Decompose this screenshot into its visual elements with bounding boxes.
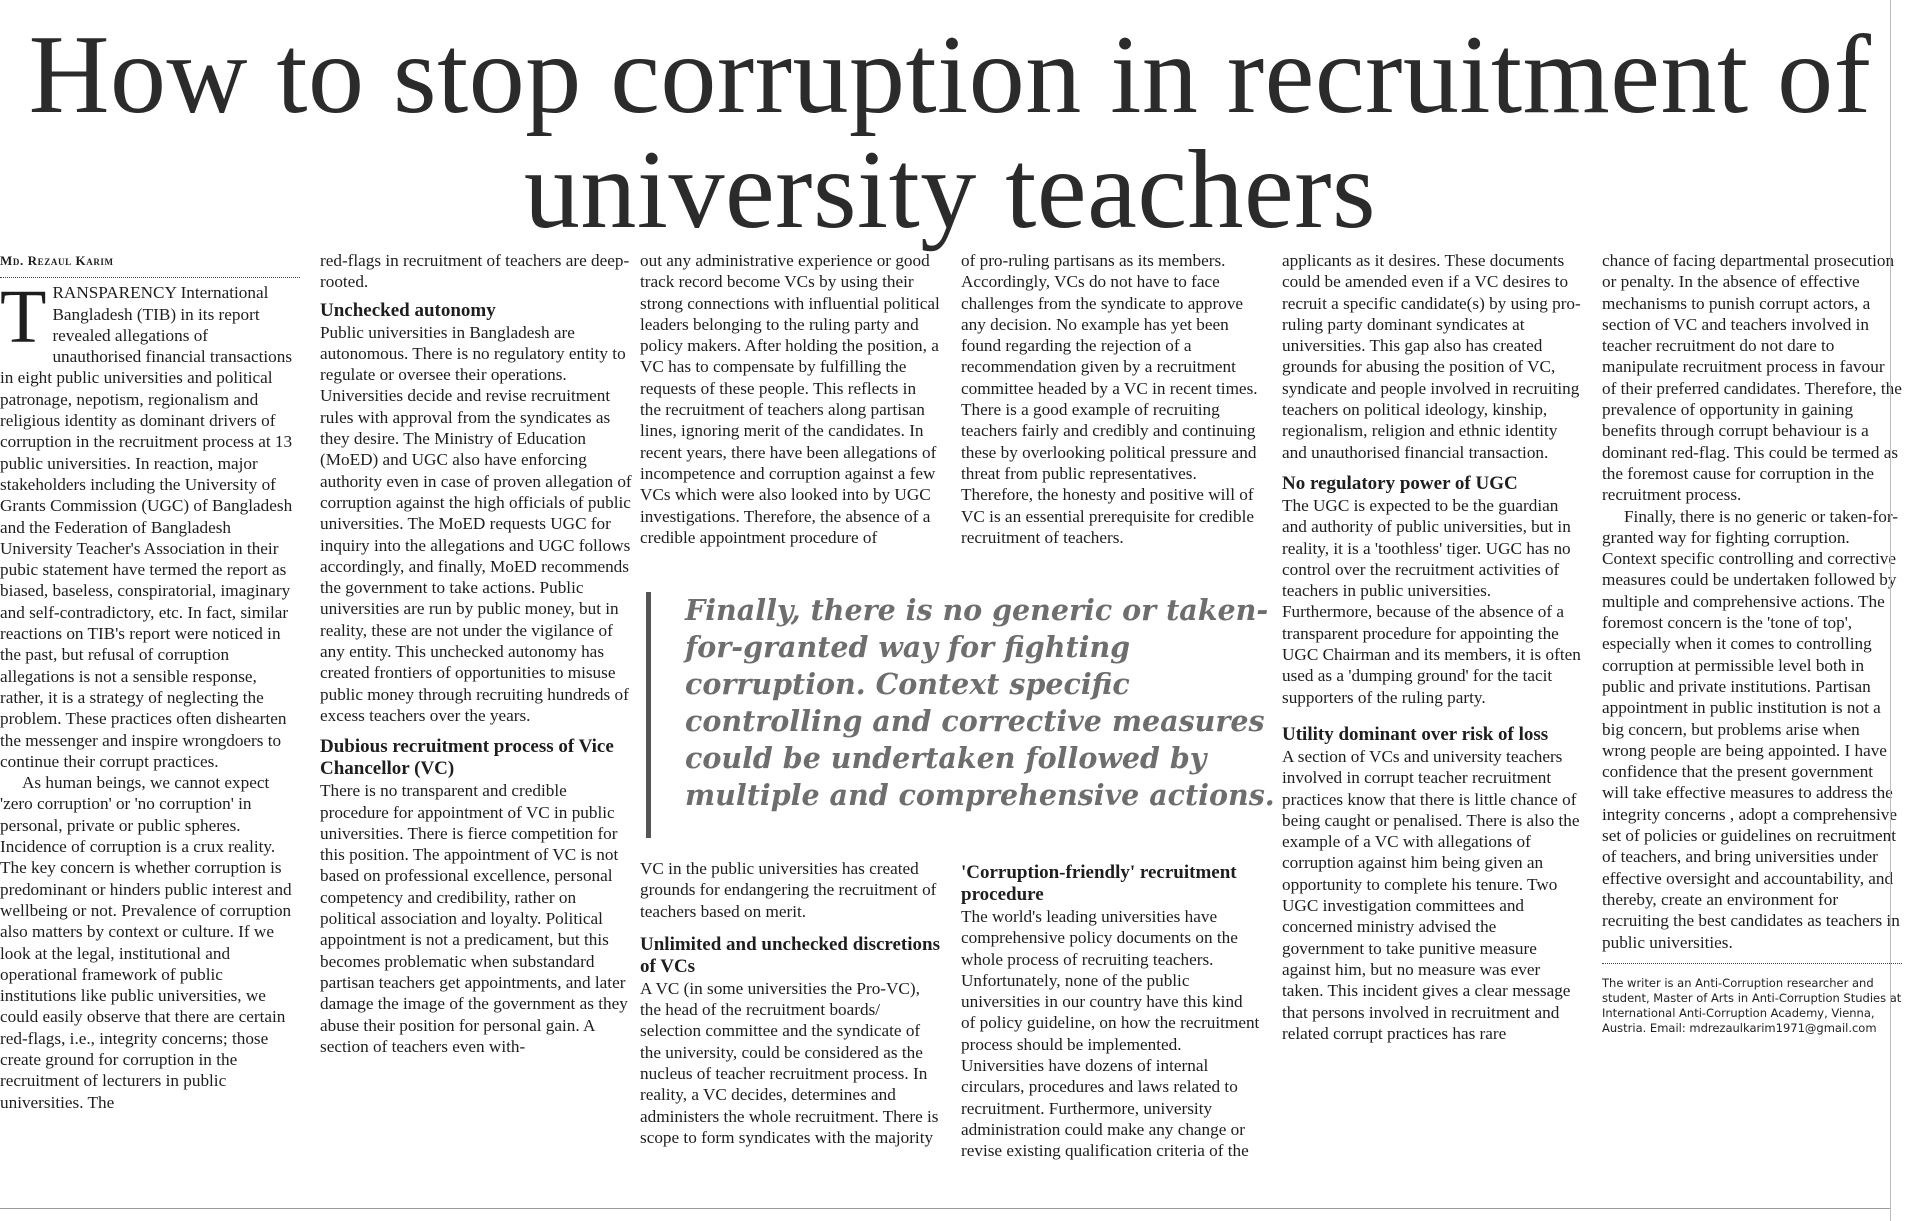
- section-heading: Unchecked autonomy: [320, 299, 496, 321]
- byline: Md. Rezaul Karim: [0, 250, 300, 278]
- article-paragraph: out any administrative experience or good track record become VCs by using their strong connections with influential political leaders belonging to the ruling party and policy makers. After holding the position, a VC has to compensate by fulfilling the requests of these people. This reflects in the recruitment of teachers along partisan lines, ignoring merit of the candidates. In recent years, there have been allegations of incompetence and corruption against a few VCs which were also looked into by UGC investigations. Therefore, the absence of a credible appointment procedure of: [640, 251, 940, 547]
- bottom-rule: [0, 1208, 1890, 1209]
- article-paragraph: Finally, there is no generic or taken-for-granted way for fighting corruption. Context specific controlling and corrective measures could be undertaken followed by multiple and comprehensive actions. The foremost concern is the 'tone of top', especially when it comes to controlling corruption at permissible level both in public and private institutions. Partisan appointment in public institution is not a big concern, but problems arise when wrong people are being appointed. I have confidence that the present government will take effective measures to address the integrity concerns , adopt a comprehensive set of policies or guidelines on recruitment of teachers, and bring universities under effective oversight and accountability, and thereby, create an environment for recruiting the best candidates as teachers in public universities.: [1602, 506, 1900, 952]
- column-6: [1602, 250, 1902, 1036]
- article-paragraph: There is no transparent and credible procedure for appointment of VC in public universities. There is fierce competition for this position. The appointment of VC is not based on professional excellence, personal competency and credibility, rather on political association and loyalty. Political appointment is not a predicament, but this becomes problematic when substandard partisan teachers get appointments, and later damage the image of the government as they abuse their position for personal gain. A section of teachers even with-: [320, 781, 628, 1056]
- article-paragraph: VC in the public universities has created grounds for endangering the recruitment of teachers based on merit.: [640, 859, 937, 921]
- column-4-lower: [961, 858, 1261, 1162]
- column-4: [961, 250, 1261, 548]
- section-heading: No regulatory power of UGC: [1282, 472, 1518, 494]
- article-paragraph: applicants as it desires. These documents could be amended even if a VC desires to recruit a specific candidate(s) by using pro-ruling party dominant syndicates at universities. This gap also has created grounds for abusing the position of VC, syndicate and people involved in recruiting teachers on political ideology, kinship, regionalism, religion and ethnic identity and unauthorised financial transaction.: [1282, 251, 1581, 462]
- article-paragraph: red-flags in recruitment of teachers are deep-rooted.: [320, 251, 630, 292]
- section-heading: Utility dominant over risk of loss: [1282, 723, 1549, 745]
- article-paragraph: Public universities in Bangladesh are autonomous. There is no regulatory entity to regulate or oversee their operations. Universities decide and revise recruitment rules with approval from the syndicates as they desire. The Ministry of Education (MoED) and UGC also have enforcing authority even in case of proven allegation of corruption against the high officials of public universities. The MoED requests UGC for inquiry into the allegations and UGC follows accordingly, and finally, MoED recommends the government to take actions. Public universities are run by public money, but in reality, these are not under the vigilance of any entity. This unchecked autonomy has created frontiers of opportunities to misuse public money through recruiting hundreds of excess teachers over the years.: [320, 322, 632, 725]
- article-paragraph: chance of facing departmental prosecution or penalty. In the absence of effective mechanisms to punish corrupt actors, a section of VC and teachers involved in teacher recruitment do not dare to manipulate recruitment process in favour of their preferred candidates. Therefore, the prevalence of opportunity in gaining benefits through corrupt behaviour is a dominant red-flag. This could be termed as the foremost cause for corruption in the recruitment process.: [1602, 251, 1902, 505]
- drop-cap: T: [0, 275, 47, 360]
- column-2: [320, 250, 632, 1057]
- article-paragraph: of pro-ruling partisans as its members. Accordingly, VCs do not have to face challenges from the syndicate to approve any decision. No example has yet been found regarding the rejection of a recommendation given by a recruitment committee headed by a VC in recent times. There is a good example of recruiting teachers fairly and credibly and continuing these by overlooking political pressure and threat from public representatives. Therefore, the honesty and positive will of VC is an essential prerequisite for credible recruitment of teachers.: [961, 251, 1258, 547]
- article-paragraph: As human beings, we cannot expect 'zero corruption' or 'no corruption' in personal, private or public spheres. Incidence of corruption is a crux reality. The key concern is whether corruption is predominant or hinders public interest and wellbeing or not. Prevalence of corruption also matters by context or culture. If we look at the legal, institutional and operational framework of public institutions like public universities, we could easily observe that there are certain red-flags, i.e., integrity concerns; those create ground for corruption in the recruitment of lecturers in public universities. The: [0, 773, 292, 1112]
- article-paragraph: The UGC is expected to be the guardian and authority of public universities, but in reality, it is a 'toothless' tiger. UGC has no control over the recruitment activities of teachers in public universities. Furthermore, because of the absence of a transparent procedure for appointing the UGC Chairman and its members, it is often used as a 'dumping ground' for the tacit supporters of the ruling party.: [1282, 495, 1581, 707]
- section-heading: 'Corruption-friendly' recruitment procedure: [961, 862, 1237, 905]
- article-paragraph: A section of VCs and university teachers involved in corrupt teacher recruitment practices know that there is little chance of being caught or penalised. There is also the example of a VC with allegations of corruption against him being given an opportunity to complete his tenure. Two UGC investigation committees and concerned ministry advised the government to take punitive measure against him, but no measure was ever taken. This incident gives a clear message that persons involved in recruitment and related corrupt practices has rare: [1282, 746, 1580, 1043]
- column-3-lower: [640, 858, 940, 1148]
- section-heading: Dubious recruitment process of Vice Chancellor (VC): [320, 736, 614, 780]
- article-paragraph: A VC (in some universities the Pro-VC), the head of the recruitment boards/ selection committee and the syndicate of the university, could be considered as the nucleus of teacher recruitment process. In reality, a VC decides, determines and administers the whole recruitment. There is scope to form syndicates with the majority: [640, 978, 939, 1147]
- author-note: The writer is an Anti-Corruption researcher and student, Master of Arts in Anti-Corruption Studies at International Anti-Corruption Academy, Vienna, Austria. Email: mdrezaulkarim1971@gmail.com: [1602, 963, 1902, 1036]
- headline: How to stop corruption in recruitment of university teachers: [28, 13, 1872, 252]
- column-5: [1282, 250, 1582, 1044]
- column-3: [640, 250, 940, 548]
- pull-quote: Finally, there is no generic or taken-for-granted way for fighting corruption. Context specific controlling and corrective measures could be undertaken followed by multiple and comprehensive actions.: [646, 592, 1306, 838]
- article-paragraph: TRANSPARENCY International Bangladesh (TIB) in its report revealed allegations of unauthorised financial transactions in eight public universities and political patronage, nepotism, regionalism and religious identity as dominant drivers of corruption in the recruitment process at 13 public universities. In reaction, major stakeholders including the University of Grants Commission (UGC) of Bangladesh and the Federation of Bangladesh University Teacher's Association in their pubic statement have termed the report as biased, baseless, conspiratorial, imaginary and self-contradictory, etc. In fact, similar reactions on TIB's report were noticed in the past, but refusal of corruption allegations is not a sensible response, rather, it is a strategy of neglecting the problem. These practices often dishearten the messenger and inspire wrongdoers to continue their corrupt practices.: [0, 275, 293, 771]
- column-1: [0, 250, 300, 1113]
- section-heading: Unlimited and unchecked discretions of VCs: [640, 933, 940, 977]
- page-edge: [1890, 0, 1921, 1221]
- article-paragraph: The world's leading universities have comprehensive policy documents on the whole process of recruiting teachers. Unfortunately, none of the public universities in our country have this kind of policy guideline, on how the recruitment process should be implemented. Universities have dozens of internal circulars, procedures and laws related to recruitment. Furthermore, university administration could make any change or revise existing qualification criteria of the: [961, 907, 1260, 1161]
